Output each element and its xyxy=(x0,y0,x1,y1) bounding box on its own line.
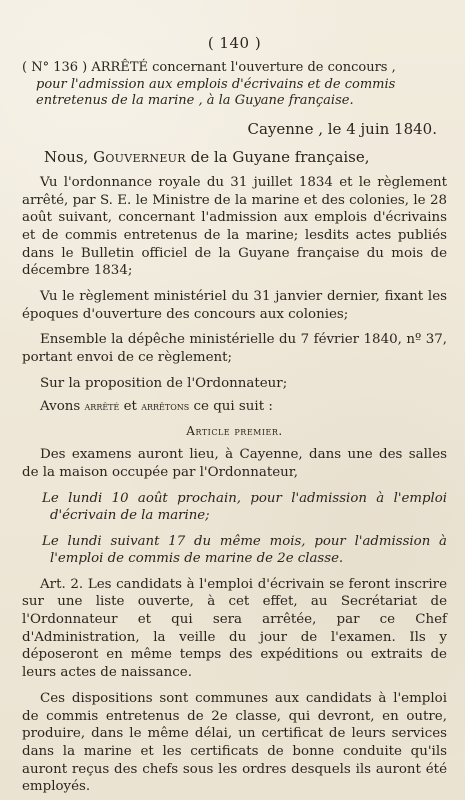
paragraph-5-arretons: arrêtons xyxy=(141,400,190,414)
decree-title-line-1: ARRÊTÉ concernant l'ouverture de concours , xyxy=(91,60,396,75)
governor-title: Gouverneur xyxy=(93,147,186,166)
page-number: ( 140 ) xyxy=(207,34,262,52)
paragraph-6: Des examens auront lieu, à Cayenne, dans une des salles de la maison occupée par l'Ordonnateur, xyxy=(22,447,447,480)
governor-prefix: Nous, xyxy=(44,147,89,166)
governor-suffix: de la Guyane française, xyxy=(190,147,370,166)
paragraph-2: Vu le règlement ministériel du 31 janvier dernier, fixant les époques d'ouverture des concours aux colonies; xyxy=(22,289,447,322)
decree-header xyxy=(22,60,447,110)
italic-item-1: Le lundi 10 août prochain, pour l'admission à l'emploi d'écrivain de la marine; xyxy=(42,490,447,524)
date-line: Cayenne , le 4 juin 1840. xyxy=(247,119,437,138)
paragraph-5-middle: et xyxy=(123,399,137,415)
decree-number: ( N° 136 ) xyxy=(22,60,88,75)
paragraph-5-prefix: Avons xyxy=(40,399,81,415)
paragraph-7: Art. 2. Les candidats à l'emploi d'écrivain se feront inscrire sur une liste ouverte, à cet effet, au Secrétariat de l'Ordonnateur et qui sera arrêtée, par ce Chef d'Administration, la veille du jour de l'examen. Ils y déposeront en même temps des expéditions ou extraits de leurs actes de naissance. xyxy=(22,576,447,681)
article-heading: Article premier. xyxy=(186,424,283,439)
governor-line xyxy=(44,148,447,166)
paragraph-5 xyxy=(22,398,447,416)
italic-item-2: Le lundi suivant 17 du même mois, pour l'admission à l'emploi de commis de marine de 2e classe. xyxy=(42,533,447,567)
paragraph-4: Sur la proposition de l'Ordonnateur; xyxy=(40,375,288,391)
decree-title-line-3: entretenus de la marine , à la Guyane française. xyxy=(36,93,354,109)
paragraph-1: Vu l'ordonnance royale du 31 juillet 1834 et le règlement arrêté, par S. E. le Ministre de la marine et des colonies, le 28 août suivant, concernant l'admission aux emplois d'écrivains et de commis entretenus de la marine; lesdits actes publiés dans le Bulletin officiel de la Guyane française du mois de décembre 1834; xyxy=(22,174,447,279)
decree-header-line-1 xyxy=(22,60,447,77)
paragraph-5-arrete: arrêté xyxy=(84,400,120,414)
paragraph-5-suffix: ce qui suit : xyxy=(193,399,273,415)
paragraph-8: Ces dispositions sont communes aux candidats à l'emploi de commis entretenus de 2e classe, qui devront, en outre, produire, dans le même délai, un certificat de leurs services dans la marine et les certificats de bonne conduite qu'ils auront reçus des chefs sous les ordres desquels ils auront été employés. xyxy=(22,690,447,795)
decree-title-line-2: pour l'admission aux emplois d'écrivains et de commis xyxy=(36,76,396,92)
paragraph-3: Ensemble la dépêche ministérielle du 7 février 1840, nº 37, portant envoi de ce règlement; xyxy=(22,332,447,366)
